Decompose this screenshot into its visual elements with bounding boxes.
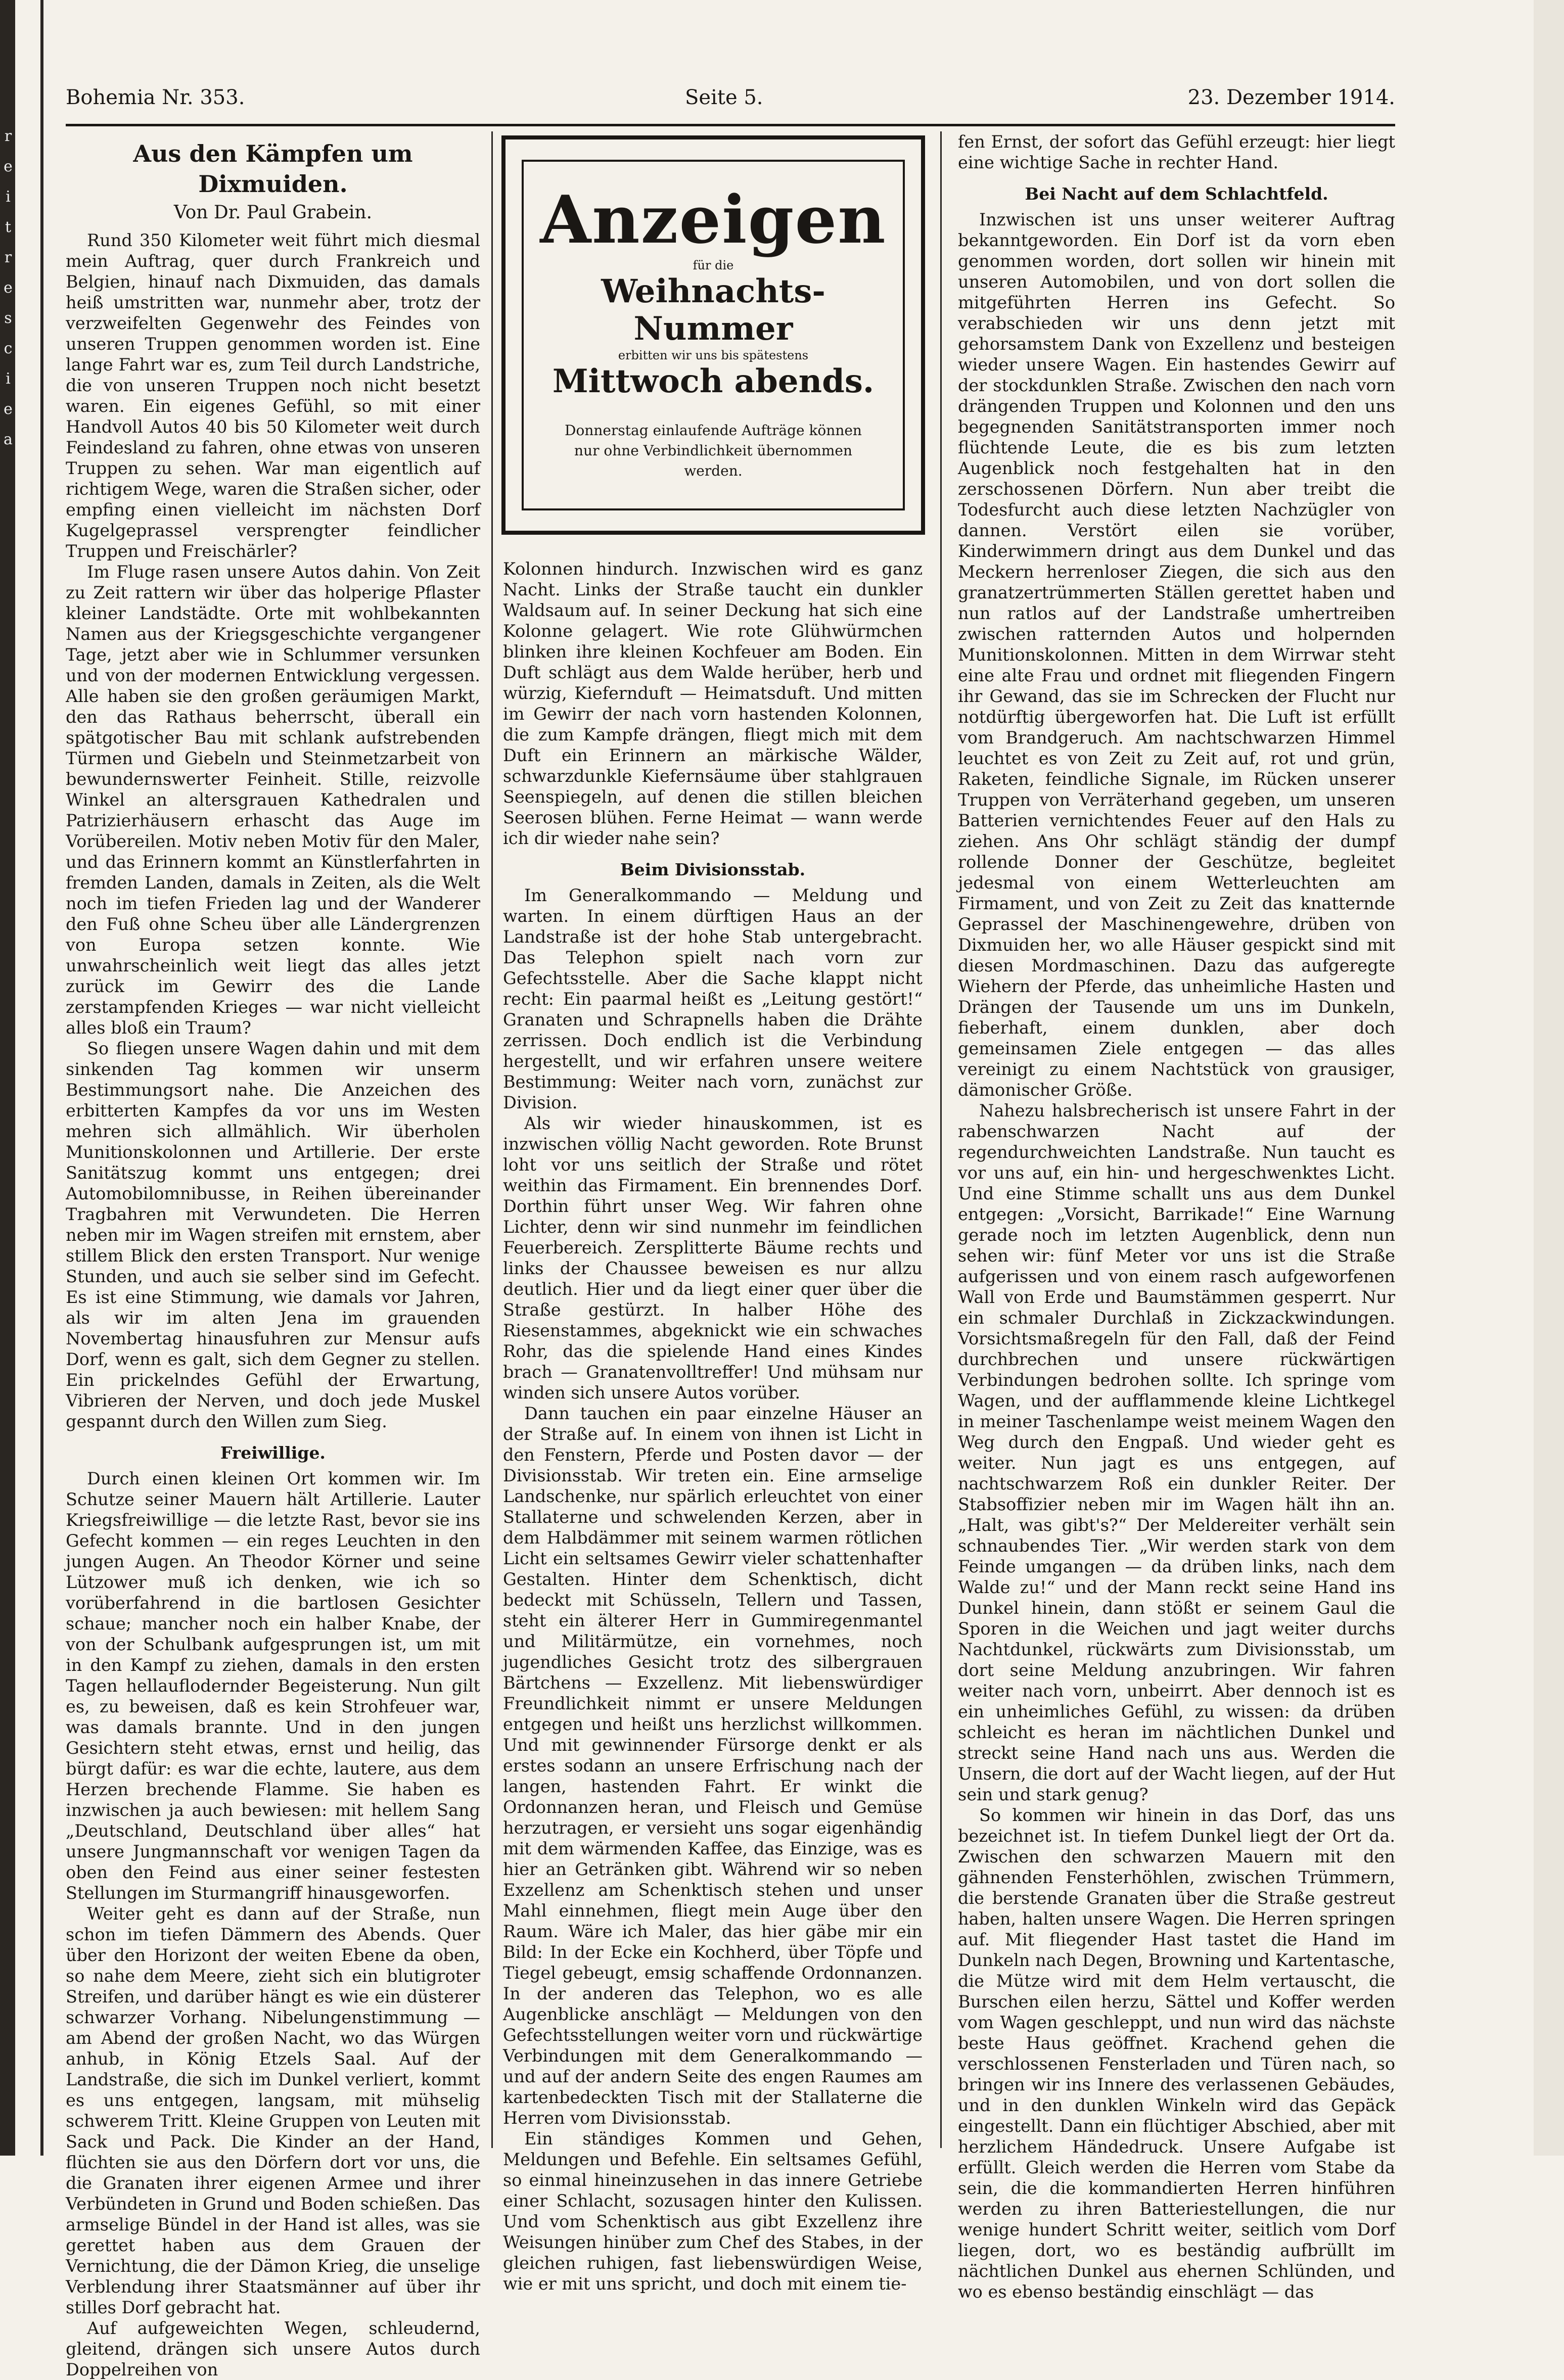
issue-date: 23. Dezember 1914. (1187, 86, 1395, 109)
margin-letter: e (4, 279, 13, 297)
page-header (66, 81, 1395, 121)
paragraph: Ein ständiges Kommen und Gehen, Meldungen und Befehle. Ein seltsames Gefühl, so einmal hineinzusehen in das innere Getriebe einer Schlacht, sozusagen hinter den Kulissen. Und vom Schenktisch aus gibt Exzellenz ihre Weisungen hinüber zum Chef des Stabes, in der gleichen ruhigen, fast liebenswürdigen Weise, wie er mit uns spricht, und doch mit einem tie- (503, 2129, 923, 2294)
ad-until: erbitten wir uns bis spätestens (618, 348, 809, 362)
paragraph: Im Fluge rasen unsere Autos dahin. Von Zeit zu Zeit rattern wir über das holperige Pflaster kleiner Landstädte. Orte mit wohlbekannten Namen aus der Kriegsgeschichte vergangener Tage, jetzt aber wie in Schlummer versunken und von der modernen Entwicklung vergessen. Alle haben sie den großen geräumigen Markt, den das Rathaus beherrscht, überall ein spätgotischer Bau mit schlank aufstrebenden Türmen und Giebeln und Steinmetzarbeit von bewundernswerter Feinheit. Stille, reizvolle Winkel an altersgrauen Kathedralen und Patrizierhäusern erhascht das Auge im Vorübereilen. Motiv neben Motiv für den Maler, und das Erinnern kommt an Künstlerfahrten in fremden Landen, damals in Zeiten, als die Welt noch im tiefen Frieden lag und der Wanderer den Fuß ohne Scheu über alle Ländergrenzen von Europa setzen konnte. Wie unwahrscheinlich weit liegt das alles jetzt zurück im Gewirr des die Lande zerstampfenden Krieges — war nicht vielleicht alles bloß ein Traum? (66, 562, 480, 1038)
paragraph: fen Ernst, der sofort das Gefühl erzeugt: hier liegt eine wichtige Sache in rechter Hand. (958, 132, 1395, 172)
paragraph: Kolonnen hindurch. Inzwischen wird es ganz Nacht. Links der Straße taucht ein dunkler Waldsaum auf. In seiner Deckung hat sich eine Kolonne gelagert. Wie rote Glühwürmchen blinken ihre kleinen Kochfeuer am Boden. Ein Duft schlägt aus dem Walde herüber, herb und würzig, Kiefernduft — Heimatsduft. Und mitten im Gewirr der nach vorn hastenden Kolonnen, die zum Kampfe drängen, fliegt mich mit dem Duft ein Erinnern an märkische Wälder, schwarzdunkle Kiefernsäume über stahlgrauen Seenspiegeln, auf denen die stillen bleichen Seerosen blühen. Ferne Heimat — wann werde ich dir wieder nahe sein? (503, 559, 923, 848)
paragraph: Dann tauchen ein paar einzelne Häuser an der Straße auf. In einem von ihnen ist Licht in den Fenstern, Pferde und Posten davor — der Divisionsstab. Wir treten ein. Eine armselige Landschenke, nur spärlich erleuchtet von einer Stallaterne und schwelenden Kerzen, aber in dem Halbdämmer mit seinem warmen rötlichen Licht ein seltsames Gewirr vieler schattenhafter Gestalten. Hinter dem Schenktisch, dicht bedeckt mit Schüsseln, Tellern und Tassen, steht ein älterer Herr in Gummiregenmantel und Militärmütze, ein vornehmes, noch jugendliches Gesicht trotz des silbergrauen Bärtchens — Exzellenz. Mit liebenswürdiger Freundlichkeit nimmt er unsere Meldungen entgegen und heißt uns herzlichst willkommen. Und mit gewinnender Fürsorge denkt er als erstes sodann an unsere Erfrischung nach der langen, hastenden Fahrt. Er winkt die Ordonnanzen heran, und Fleisch und Gemüse herzutragen, er versieht uns sogar eigenhändig mit dem wärmenden Kaffee, das Einzige, was es hier an Getränken gibt. Während wir so neben Exzellenz am Schenktisch stehen und unser Mahl einnehmen, fliegt mein Auge über den Raum. Wäre ich Maler, das hier gäbe mir ein Bild: In der Ecke ein Kochherd, über Töpfe und Tiegel gebeugt, emsig schaffende Ordonnanzen. In der anderen das Telephon, wo es alle Augenblicke anschlägt — Meldungen von den Gefechtsstellungen weiter vorn und rückwärtige Verbindungen mit dem Generalkommando — und auf der andern Seite des engen Raumes am kartenbedeckten Tisch mit der Stallaterne die Herren vom Divisionsstab. (503, 1404, 923, 2128)
paragraph: Inzwischen ist uns unser weiterer Auftrag bekanntgeworden. Ein Dorf ist da vorn eben genommen worden, dort sollen wir hinein mit unseren Automobilen, und von dort sollen die mitgeführten Herren ins Gefecht. So verabschieden wir uns denn jetzt mit gehorsamstem Dank von Exzellenz und besteigen wieder unsere Wagen. Ein hastendes Gewirr auf der stockdunklen Straße. Zwischen den nach vorn drängenden Truppen und Kolonnen und den uns begegnenden Sanitätstransporten immer noch flüchtende Leute, die es bis zum letzten Augenblick noch festgehalten hat in den zerschossenen Dörfern. Nun aber treibt die Todesfurcht auch diese letzten Nachzügler von dannen. Verstört eilen sie vorüber, Kinderwimmern dringt aus dem Dunkel und das Meckern herrenloser Ziegen, die sich aus den granatzertrümmerten Ställen gerettet haben und nun ratlos auf der Landstraße umhertreiben zwischen ratternden Autos und holpernden Munitionskolonnen. Mitten in dem Wirrwar steht eine alte Frau und ordnet mit fliegenden Fingern ihr Gewand, das sie im Schrecken der Flucht nur notdürftig übergeworfen hat. Die Luft ist erfüllt vom Brandgeruch. Am nachtschwarzen Himmel leuchtet es von Zeit zu Zeit auf, rot und grün, Raketen, feindliche Signale, im Rücken unserer Truppen von Verräterhand gegeben, um unseren Batterien vernichtendes Feuer auf den Hals zu ziehen. Ans Ohr schlägt ständig der dumpf rollende Donner der Geschütze, begleitet jedesmal von einem Wetterleuchten am Firmament, und von Zeit zu Zeit das knatternde Geprassel der Maschinengewehre, drüben von Dixmuiden her, wo alle Häuser gespickt sind mit diesen Mordmaschinen. Dazu das aufgeregte Wiehern der Pferde, das unheimliche Hasten und Drängen der Tausende um uns im Dunkeln, fieberhaft, einem dunklen, aber doch gemeinsamen Ziele entgegen — das alles vereinigt zu einem Nachtstück von grausiger, dämonischer Größe. (958, 210, 1395, 1100)
margin-letter: a (4, 431, 13, 448)
article-title: Aus den Kämpfen um Dixmuiden. (133, 140, 413, 198)
binding-rule (40, 0, 43, 2156)
column-2 (503, 558, 923, 2294)
paragraph: Rund 350 Kilometer weit führt mich diesmal mein Auftrag, quer durch Frankreich und Belgien, hinauf nach Dixmuiden, das damals heiß umstritten war, nunmehr aber, trotz der verzweifelten Gegenwehr des Feindes von unseren Truppen genommen worden ist. Eine lange Fahrt war es, zum Teil durch Landstriche, die von unseren Truppen noch nicht besetzt waren. Ein eigenes Gefühl, so mit einer Handvoll Autos 40 bis 50 Kilometer weit durch Feindesland zu fahren, ohne etwas von unseren Truppen zu sehen. War man eigentlich auf richtigem Wege, waren die Straßen sicher, oder empfing einen vielleicht im nächsten Dorf Kugelgeprassel versprengter feindlicher Truppen und Freischärler? (66, 230, 480, 561)
margin-letter: r (4, 127, 12, 145)
column-rule (940, 131, 942, 2148)
ad-note (524, 421, 903, 481)
margin-letter: i (6, 188, 11, 206)
newspaper-issue: Bohemia Nr. 353. (66, 86, 245, 109)
ad-issue-name: Weihnachts-Nummer (601, 272, 825, 348)
ad-note-line: Donnerstag einlaufende Aufträge können (565, 422, 862, 439)
advertisement-inner-frame (522, 160, 905, 510)
ad-deadline: Mittwoch abends. (552, 362, 875, 400)
column-1 (66, 131, 480, 2379)
margin-letter: r (4, 249, 12, 266)
advertisement-box (501, 135, 925, 535)
paragraph: So fliegen unsere Wagen dahin und mit dem sinkenden Tag kommen wir unserm Bestimmungsort nahe. Die Anzeichen des erbitterten Kampfes da vor uns im Westen mehren sich allmählich. Wir überholen Munitionskolonnen und Artillerie. Der erste Sanitätszug kommt uns entgegen; drei Automobilomnibusse, in Reihen übereinander Tragbahren mit Verwundeten. Die Herren neben mir im Wagen streifen mit ernstem, aber stillem Blick den ersten Transport. Nur wenige Stunden, und auch sie selber sind im Gefecht. Es ist eine Stimmung, wie damals vor Jahren, als wir im alten Jena im grauenden Novembertag hinausfuhren zur Mensur aufs Dorf, wenn es galt, sich dem Gegner zu stellen. Ein prickelndes Gefühl der Erwartung, Vibrieren der Nerven, und doch jede Muskel gespannt durch den Willen zum Sieg. (66, 1039, 480, 1431)
column-rule (491, 131, 493, 2148)
margin-letter: s (4, 309, 12, 327)
paragraph: Durch einen kleinen Ort kommen wir. Im Schutze seiner Mauern hält Artillerie. Lauter Kriegsfreiwillige — die letzte Rast, bevor sie ins Gefecht kommen — ein reges Leuchten in den jungen Augen. An Theodor Körner und seine Lützower muß ich denken, wie ich so vorüberfahrend in die bartlosen Gesichter schaue; mancher noch ein halber Knabe, der von der Schulbank aufgesprungen ist, um mit in den Kampf zu ziehen, damals in den ersten Tagen hellauflodernder Begeisterung. Nun gilt es, zu beweisen, daß es kein Strohfeuer war, was damals brannte. Und in den jungen Gesichtern steht etwas, ernst und heilig, das bürgt dafür: es war die echte, lautere, aus dem Herzen brechende Flamme. Sie haben es inzwischen ja auch bewiesen: mit hellem Sang „Deutschland, Deutschland über alles“ hat unsere Jungmannschaft vor wenigen Tagen da oben den Feind aus einer seiner festesten Stellungen im Sturmangriff hinausgeworfen. (66, 1469, 480, 1903)
column-3 (958, 131, 1395, 2302)
section-heading: Bei Nacht auf dem Schlachtfeld. (1025, 184, 1328, 204)
margin-letter: e (4, 158, 13, 175)
margin-letter: e (4, 400, 13, 418)
page-edge-right (1534, 0, 1564, 2156)
section-heading: Freiwillige. (220, 1443, 326, 1463)
margin-letter: t (5, 218, 12, 236)
ad-note-line: werden. (684, 462, 743, 479)
header-rule (66, 124, 1395, 126)
paragraph: So kommen wir hinein in das Dorf, das uns bezeichnet ist. In tiefem Dunkel liegt der Ort da. Zwischen den schwarzen Mauern mit den gähnenden Fensterhöhlen, zwischen Trümmern, die berstende Granaten über die Straße gestreut haben, halten unsere Wagen. Die Herren springen auf. Mit fliegender Hast tastet die Hand im Dunkeln nach Degen, Browning und Kartentasche, die Mütze wird mit dem Helm vertauscht, die Burschen eilen herzu, Sättel und Koffer werden vom Wagen geschleppt, und nun wird das nächste beste Haus geöffnet. Krachend gehen die verschlossenen Fensterladen und Türen nach, so bringen wir ins Innere des verlassenen Gebäudes, und in den dunklen Winkeln wird das Gepäck eingestellt. Dann ein flüchtiger Abschied, aber mit herzlichem Händedruck. Unsere Aufgabe ist erfüllt. Gleich werden die Herren vom Stabe da sein, die die kommandierten Herren hinführen werden zu ihren Batteriestellungen, die nur wenige hundert Schritt weiter, seitlich vom Dorf liegen, dort, wo es beständig aufbrüllt im nächtlichen Dunkel aus ehernen Schlünden, und wo es ebenso beständig einschlägt — das (958, 1805, 1395, 2302)
paragraph: Im Generalkommando — Meldung und warten. In einem dürftigen Haus an der Landstraße ist der hohe Stab untergebracht. Das Telephon spielt nach vorn zur Gefechtsstelle. Aber die Sache klappt nicht recht: Ein paarmal heißt es „Leitung gestört!“ Granaten und Schrapnells haben die Drähte zerrissen. Doch endlich ist die Verbindung hergestellt, und wir erfahren unsere weitere Bestimmung: Weiter nach vorn, zunächst zur Division. (503, 885, 923, 1112)
margin-letters (0, 121, 16, 455)
page-number: Seite 5. (685, 86, 763, 109)
ad-note-line: nur ohne Verbindlichkeit übernommen (574, 442, 852, 459)
article-byline: Von Dr. Paul Grabein. (173, 202, 373, 223)
ad-title: Anzeigen (540, 181, 887, 258)
ad-for-the: für die (693, 258, 734, 272)
paragraph: Als wir wieder hinauskommen, ist es inzwischen völlig Nacht geworden. Rote Brunst loht vor uns seitlich der Straße und rötet weithin das Firmament. Ein brennendes Dorf. Dorthin führt unser Weg. Wir fahren ohne Lichter, denn wir sind nunmehr im feindlichen Feuerbereich. Zersplitterte Bäume rechts und links der Chaussee beweisen es nur allzu deutlich. Hier und da liegt einer quer über die Straße gestürzt. In halber Höhe des Riesenstammes, abgeknickt wie ein schwaches Rohr, das die spielende Hand eines Kindes brach — Granatenvolltreffer! Und mühsam nur winden sich unsere Autos vorüber. (503, 1113, 923, 1403)
margin-letter: i (6, 370, 11, 388)
paragraph: Nahezu halsbrecherisch ist unsere Fahrt in der rabenschwarzen Nacht auf der regendurchweichten Landstraße. Nun taucht es vor uns auf, ein hin- und hergeschwenktes Licht. Und eine Stimme schallt uns aus dem Dunkel entgegen: „Vorsicht, Barrikade!“ Eine Warnung gerade noch im letzten Augenblick, denn nun sehen wir: fünf Meter vor uns ist die Straße aufgerissen und von einem rasch aufgeworfenen Wall von Erde und Baumstämmen gesperrt. Nur ein schmaler Durchlaß in Zickzackwindungen. Vorsichtsmaßregeln für den Fall, daß der Feind durchbrechen und unsere rückwärtigen Verbindungen bedrohen sollte. Ich springe vom Wagen, und der aufflammende kleine Lichtkegel in meiner Taschenlampe weist meinem Wagen den Weg durch den Engpaß. Und wieder geht es weiter. Nun jagt es uns entgegen, auf nachtschwarzem Roß ein dunkler Reiter. Der Stabsoffizier neben mir im Wagen hält ihn an. „Halt, was gibt's?“ Der Meldereiter verhält sein schnaubendes Tier. „Wir werden stark von dem Feinde umgangen — da drüben links, nach dem Walde zu!“ und der Mann reckt seine Hand ins Dunkel hinein, dann stößt er seinem Gaul die Sporen in die Weichen und jagt weiter durchs Nachtdunkel, rückwärts zum Divisionsstab, um dort seine Meldung anzubringen. Wir fahren weiter nach vorn, unbeirrt. Aber dennoch ist es ein unheimliches Gefühl, zu wissen: da drüben schleicht es heran im nächtlichen Dunkel und streckt seine Hand nach uns aus. Werden die Unsern, die dort auf der Wacht liegen, auf der Hut sein und stark genug? (958, 1101, 1395, 1804)
margin-letter: c (4, 340, 13, 357)
paragraph: Weiter geht es dann auf der Straße, nun schon im tiefen Dämmern des Abends. Quer über den Horizont der weiten Ebene da oben, so nahe dem Meere, zieht sich ein blutigroter Streifen, und darüber hängt es wie ein düsterer schwarzer Vorhang. Nibelungenstimmung — am Abend der großen Nacht, wo das Würgen anhub, in König Etzels Saal. Auf der Landstraße, die sich im Dunkel verliert, kommt es uns entgegen, langsam, mit mühselig schwerem Tritt. Kleine Gruppen von Leuten mit Sack und Pack. Die Kinder an der Hand, flüchten sie aus den Dörfern dort vor uns, die die Granaten ihrer eigenen Armee und ihrer Verbündeten in Grund und Boden schießen. Das armselige Bündel in der Hand ist alles, was sie gerettet haben aus dem Grauen der Vernichtung, die der Dämon Krieg, die unselige Verblendung ihrer Staatsmänner auf über ihr stilles Dorf gebracht hat. (66, 1904, 480, 2317)
paragraph: Auf aufgeweichten Wegen, schleudernd, gleitend, drängen sich unsere Autos durch Doppelreihen von (66, 2318, 480, 2379)
section-heading: Beim Divisionsstab. (620, 860, 806, 879)
